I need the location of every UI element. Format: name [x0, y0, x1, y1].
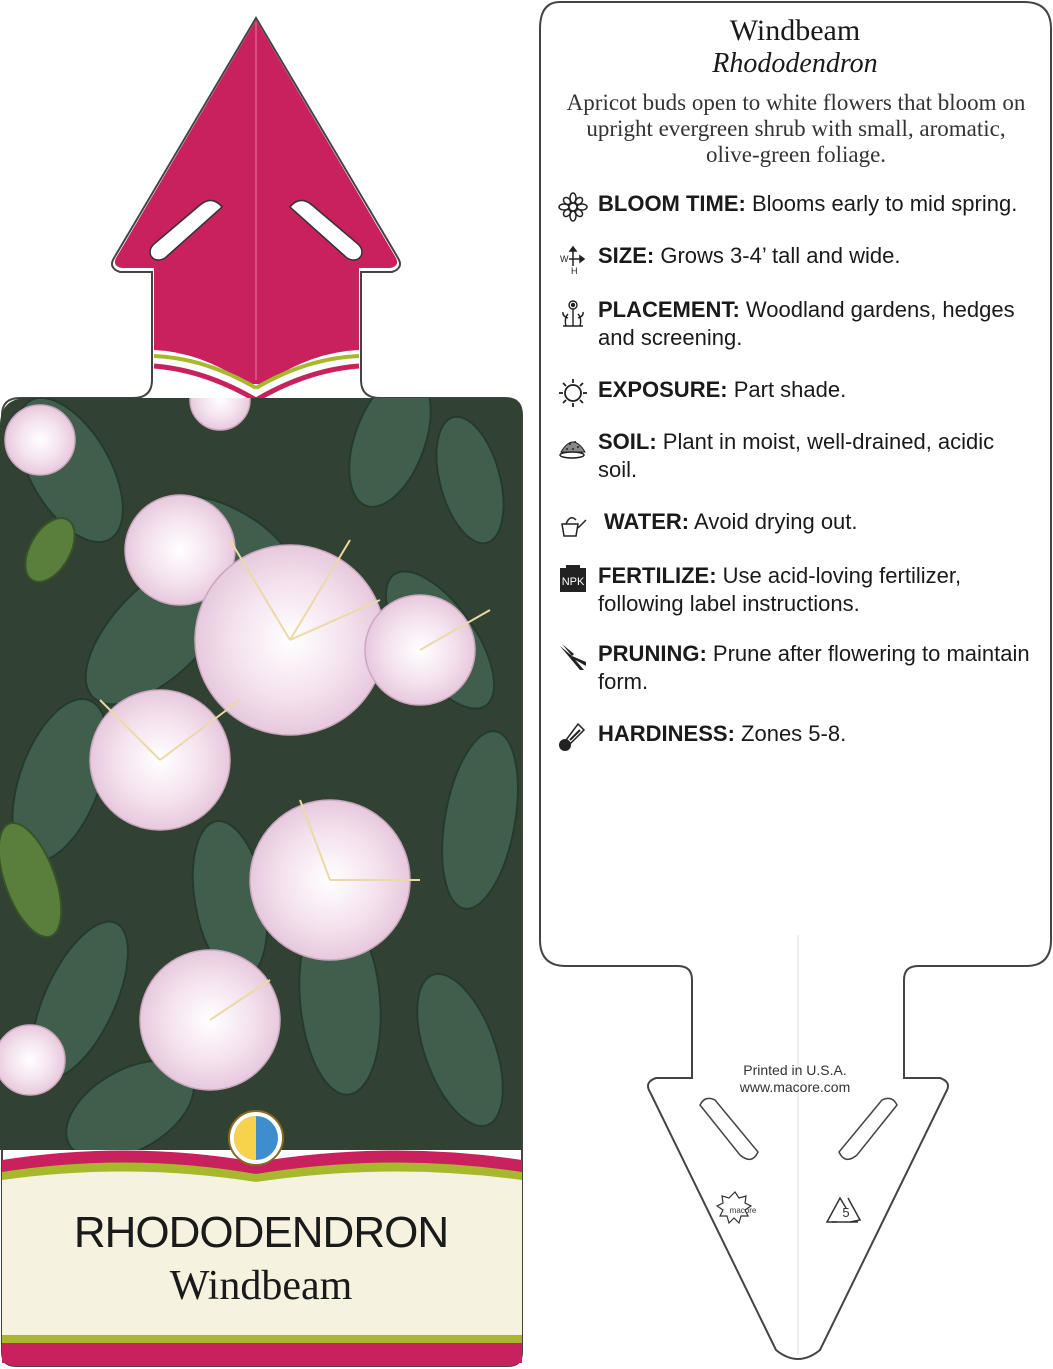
- care-label: FERTILIZE:: [598, 563, 717, 588]
- front-title: RHODODENDRON: [73, 1208, 449, 1257]
- care-label: HARDINESS:: [598, 721, 735, 746]
- printed-origin: Printed in U.S.A.: [743, 1062, 847, 1078]
- macore-logo-text: macore: [729, 1206, 757, 1215]
- plant-photo: [0, 362, 530, 1179]
- care-soil: [558, 428, 1038, 488]
- care-fertilize: [558, 562, 1038, 622]
- sun-icon: [558, 378, 588, 408]
- care-water: [558, 508, 1038, 540]
- recycle-number: 5: [842, 1205, 850, 1220]
- care-text: Woodland gardens, hedges and screening.: [598, 297, 1015, 350]
- care-text: Use acid-loving fertilizer, following label instructions.: [598, 563, 962, 616]
- part-shade-badge: [229, 1111, 283, 1165]
- care-bloom-time: [558, 190, 1038, 222]
- plants-icon: [558, 298, 588, 328]
- thermometer-icon: [558, 722, 588, 752]
- printed-info: [690, 1062, 900, 1096]
- care-label: SOIL:: [598, 429, 657, 454]
- plant-latin-name: Rhododendron: [712, 48, 878, 79]
- size-icon: [558, 244, 588, 274]
- care-text: Zones 5-8.: [741, 721, 847, 746]
- care-label: SIZE:: [598, 243, 655, 268]
- care-hardiness: [558, 720, 1038, 752]
- care-text: Grows 3-4’ tall and wide.: [660, 243, 901, 268]
- soil-icon: [558, 430, 588, 460]
- care-placement: [558, 296, 1038, 356]
- care-label: PLACEMENT:: [598, 297, 740, 322]
- care-text: Plant in moist, well-drained, acidic soil.: [598, 429, 995, 482]
- svg-text:W: W: [560, 254, 569, 264]
- care-text: Avoid drying out.: [694, 509, 858, 534]
- plant-name: Windbeam: [729, 14, 861, 47]
- care-size: [558, 242, 1038, 274]
- care-label: BLOOM TIME:: [598, 191, 746, 216]
- plant-description: Apricot buds open to white flowers that bloom on upright evergreen shrub with small, aromatic, olive-green foliage.: [566, 90, 1026, 167]
- fertilizer-icon: [558, 564, 588, 594]
- care-text: Blooms early to mid spring.: [752, 191, 1018, 216]
- svg-text:NPK: NPK: [561, 576, 585, 588]
- care-pruning: [558, 640, 1038, 700]
- front-subtitle: Windbeam: [169, 1263, 353, 1309]
- care-text: Prune after flowering to maintain form.: [598, 641, 1030, 694]
- care-label: PRUNING:: [598, 641, 707, 666]
- watering-can-icon: [558, 510, 588, 540]
- care-text: Part shade.: [733, 377, 847, 402]
- printed-website: www.macore.com: [739, 1079, 851, 1095]
- care-label: EXPOSURE:: [598, 377, 728, 402]
- flower-icon: [558, 192, 588, 222]
- svg-text:H: H: [571, 266, 578, 274]
- care-label: WATER:: [604, 509, 690, 534]
- care-exposure: [558, 376, 1038, 408]
- pruners-icon: [558, 642, 588, 672]
